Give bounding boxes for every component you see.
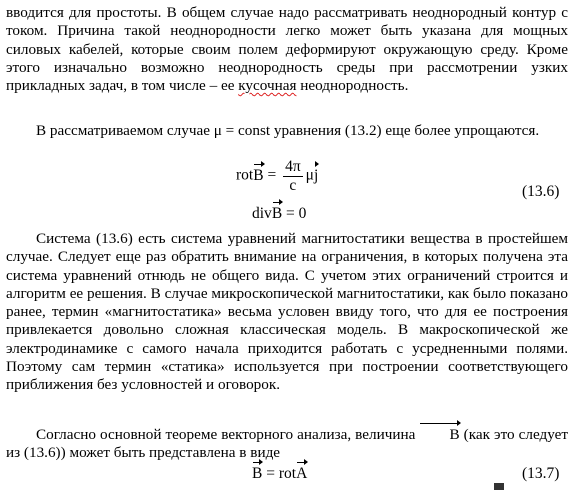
equation-b-rot-a (252, 465, 307, 483)
paragraph-1-end: неоднородность. (300, 77, 409, 95)
div-rhs: = 0 (286, 205, 307, 222)
equation-div-b (252, 205, 306, 223)
paragraph-4-end: (как это следует из (13.6)) может быть представлена в виде (6, 426, 569, 462)
equation-number-13-7: (13.7) (522, 465, 560, 482)
paragraph-4 (6, 426, 568, 463)
paragraph-3: Система (13.6) есть система уравнений магнитостатики вещества в простейшем случае. Следует еще раз обратить внимание на ограничения, в которых получена эта система уравнений отнюдь не общего вида. С учетом этих ограничений строится и алгоритм ее решения. В случае микроскопической магнитостатики, как было показано ранее, термин «магнитостатика» весьма условен ввиду того, что для ее построения привлекается довольно сложная классическая модель. В макроскопической же электродинамике с самого начала приходится работать с усредненными полями. Поэтому сам термин «статика» используется при построении соответствующего приближения без условностей и оговорок. (6, 230, 568, 394)
paragraph-2: В рассматриваемом случае μ = const уравнения (13.2) еще более упрощаются. (36, 122, 540, 139)
equation-number-13-6: (13.6) (522, 183, 560, 200)
fraction-denominator: c (289, 177, 297, 194)
equals-rot: = rot (266, 465, 297, 482)
vector-b-lhs: B (252, 465, 263, 482)
paragraph-1 (6, 4, 568, 95)
fraction-4pi-over-c (283, 158, 303, 194)
spellcheck-flagged-word[interactable]: кусочная (238, 77, 297, 95)
equation-rot-b (236, 158, 318, 194)
fraction-numerator: 4π (285, 158, 301, 175)
vector-j: j (313, 166, 319, 184)
vector-b-div: B (271, 205, 283, 222)
text-cursor-marker (494, 483, 504, 490)
paragraph-1-text: вводится для простоты. В общем случае надо рассматривать неоднородный контур с током. Причина такой неоднородности легко может быть указана для мощных силовых кабелей, которые своим полем деформируют окружающую среду. Кроме этого изначально возможно неоднородность среды при рассмотрении узких прикладных задач, в том числе – ее (6, 4, 568, 95)
rot-operator: rot (236, 166, 254, 184)
vector-a: A (296, 465, 308, 482)
vector-b: B (253, 166, 264, 184)
equals-sign: = (267, 166, 277, 184)
vector-b-inline: B (419, 426, 459, 444)
mu-coefficient: μ (305, 166, 314, 184)
div-operator: div (252, 205, 272, 222)
paragraph-4-start: Согласно основной теореме векторного анализа, величина (36, 426, 416, 443)
